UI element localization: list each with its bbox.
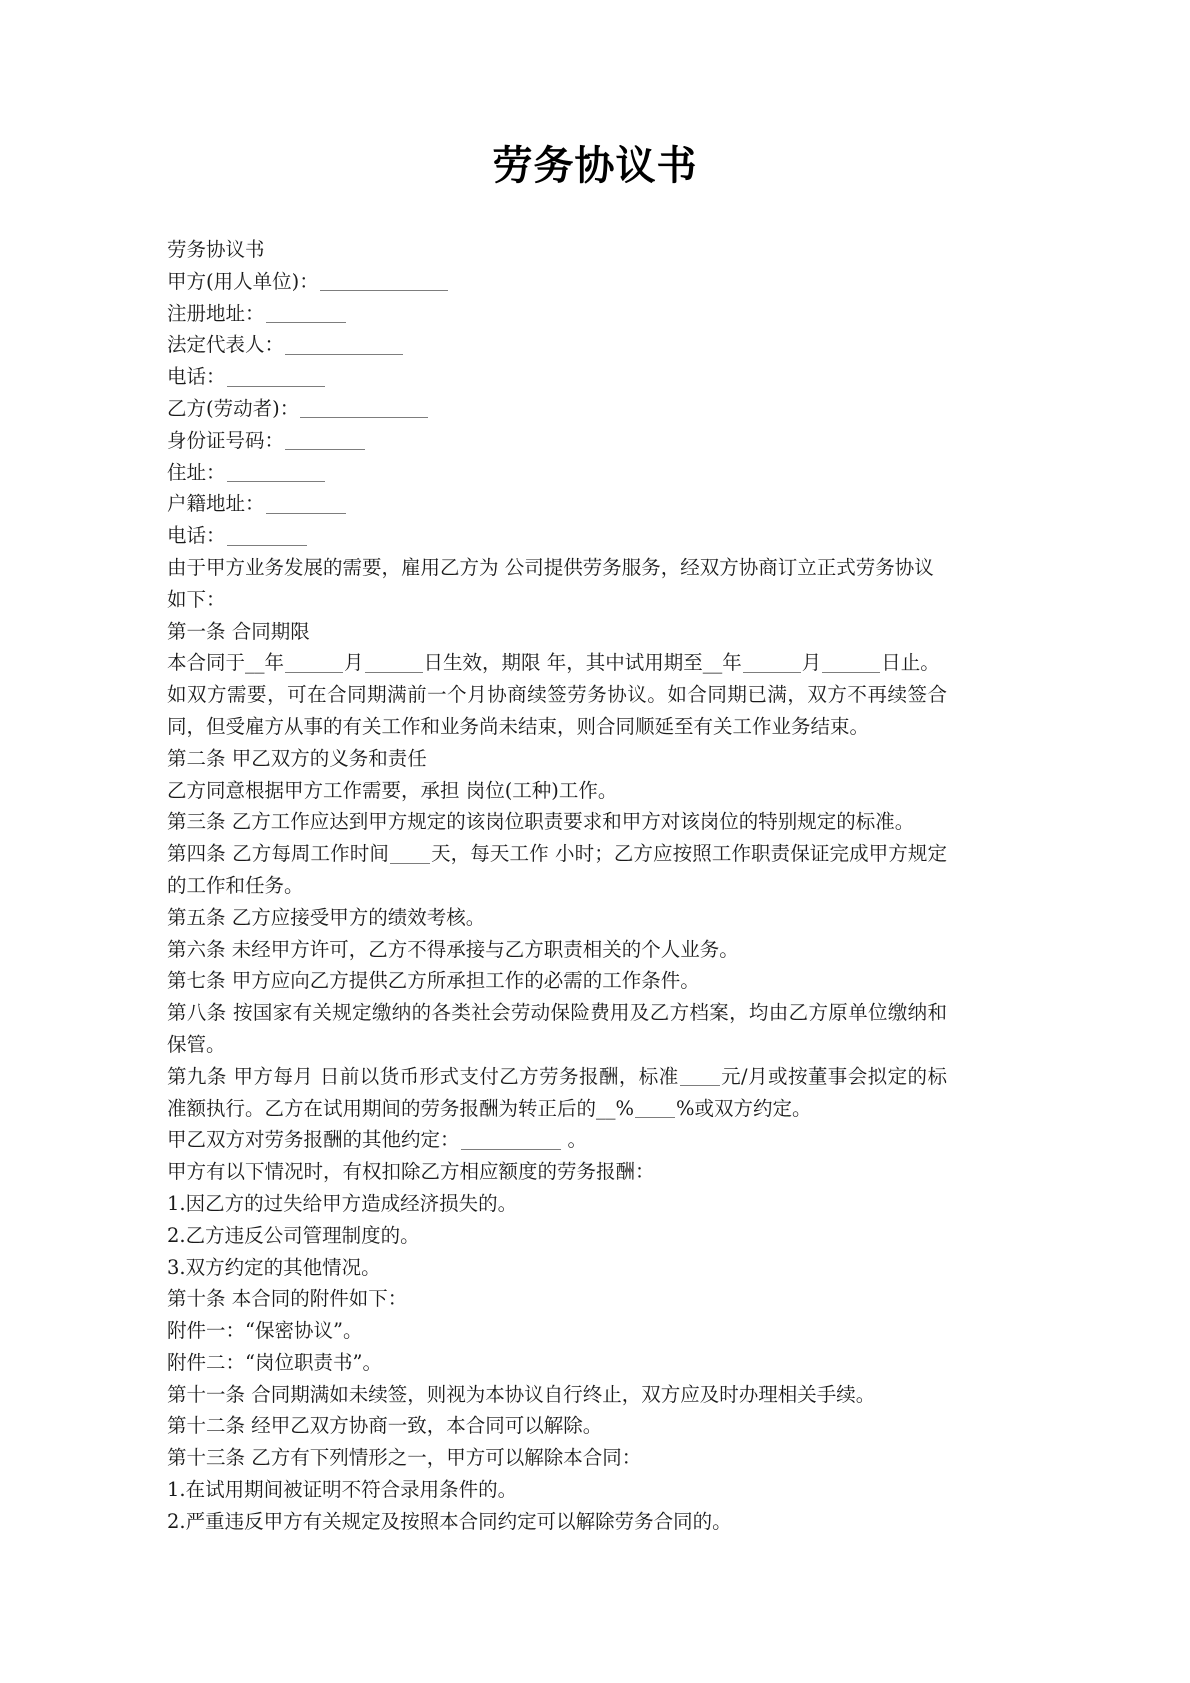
deduction-item-1: 1.因乙方的过失给甲方造成经济损失的。 (167, 1191, 518, 1215)
other-pay-agreement-label: 甲乙双方对劳务报酬的其他约定： (167, 1128, 460, 1152)
field-party-a-phone-label: 电话： (167, 365, 226, 389)
clause-9 (167, 1061, 947, 1125)
clause-5: 第五条 乙方应接受甲方的绩效考核。 (167, 905, 486, 929)
clause-4 (167, 838, 947, 902)
clause-13-item-1: 1.在试用期间被证明不符合录用条件的。 (167, 1478, 518, 1502)
clause-1-renewal: 如双方需要，可在合同期满前一个月协商续签劳务协议。如合同期已满，双方不再续签合同，但受雇方从事的有关工作和业务尚未结束，则合同顺延至有关工作业务结束。 (167, 683, 947, 738)
clause-9-text-b: 元/月或按董事会拟定的标准额执行。乙方在试用期间的劳务报酬为转正后的__% (167, 1064, 947, 1120)
annex-item-1: 附件一：“保密协议”。 (167, 1319, 363, 1343)
clause-8: 第八条 按国家有关规定缴纳的各类社会劳动保险费用及乙方档案，均由乙方原单位缴纳和保管。 (167, 1001, 947, 1056)
field-party-b-blank[interactable] (300, 398, 428, 419)
field-party-b-label: 乙方(劳动者)： (167, 396, 300, 420)
field-address-label: 住址： (167, 460, 226, 484)
field-household-address-label: 户籍地址： (167, 492, 265, 516)
field-legal-representative (167, 329, 947, 361)
clause-1-text-d: 月 (801, 651, 822, 675)
field-household-address-blank[interactable] (266, 493, 346, 514)
document-body (167, 234, 947, 1538)
other-pay-agreement-end: 。 (567, 1128, 588, 1152)
page-title: 劳务协议书 (492, 142, 698, 189)
clause-1-month-blank[interactable] (285, 652, 343, 673)
field-party-b-phone (167, 520, 947, 552)
field-party-a-blank[interactable] (320, 271, 448, 292)
clause-1-text-e: 日止。 (881, 651, 940, 675)
clause-9-percent-blank[interactable] (635, 1098, 675, 1119)
deduction-item-3: 3.双方约定的其他情况。 (167, 1255, 381, 1279)
clause-4-text-a: 第四条 乙方每周工作时间 (167, 842, 389, 866)
field-address (167, 457, 947, 489)
field-party-a-label: 甲方(用人单位)： (167, 269, 319, 293)
clause-1-text-c: 日生效，期限 年，其中试用期至__年 (423, 651, 742, 675)
clause-11: 第十一条 合同期满如未续签，则视为本协议自行终止，双方应及时办理相关手续。 (167, 1382, 876, 1406)
clause-1-title: 第一条 合同期限 (167, 619, 310, 643)
field-party-b-phone-blank[interactable] (227, 525, 307, 546)
field-id-number (167, 425, 947, 457)
field-party-a (167, 266, 947, 298)
field-registered-address-label: 注册地址： (167, 301, 265, 325)
field-legal-representative-label: 法定代表人： (167, 333, 285, 357)
field-party-b (167, 393, 947, 425)
clause-10-title: 第十条 本合同的附件如下： (167, 1287, 408, 1311)
other-pay-agreement (167, 1124, 947, 1156)
field-household-address (167, 488, 947, 520)
clause-4-text-b: 天，每天工作 小时；乙方应按照工作职责保证完成甲方规定的工作和任务。 (167, 842, 948, 897)
clause-1-dates (167, 647, 947, 679)
clause-9-text-a: 第九条 甲方每月 日前以货币形式支付乙方劳务报酬，标准 (167, 1064, 679, 1088)
clause-9-text-c: %或双方约定。 (676, 1096, 812, 1120)
field-id-number-label: 身份证号码： (167, 428, 285, 452)
clause-9-amount-blank[interactable] (680, 1066, 720, 1087)
clause-1-text-a: 本合同于__年 (167, 651, 285, 675)
other-pay-agreement-blank[interactable] (461, 1129, 561, 1150)
clause-1-day-blank[interactable] (365, 652, 423, 673)
field-party-a-phone-blank[interactable] (227, 366, 325, 387)
field-id-number-blank[interactable] (285, 430, 365, 451)
clause-1-probation-month-blank[interactable] (743, 652, 801, 673)
field-registered-address (167, 298, 947, 330)
clause-3: 第三条 乙方工作应达到甲方规定的该岗位职责要求和甲方对该岗位的特别规定的标准。 (167, 810, 915, 834)
field-registered-address-blank[interactable] (266, 303, 346, 324)
preamble-line-2: 如下： (167, 587, 226, 611)
clause-4-days-blank[interactable] (390, 843, 430, 864)
clause-1-text-b: 月 (344, 651, 364, 675)
field-party-b-phone-label: 电话： (167, 524, 226, 548)
clause-7: 第七条 甲方应向乙方提供乙方所承担工作的必需的工作条件。 (167, 969, 700, 993)
clause-1-probation-day-blank[interactable] (822, 652, 880, 673)
clause-6: 第六条 未经甲方许可，乙方不得承接与乙方职责相关的个人业务。 (167, 937, 739, 961)
clause-13-item-2: 2.严重违反甲方有关规定及按照本合同约定可以解除劳务合同的。 (167, 1509, 732, 1533)
field-party-a-phone (167, 361, 947, 393)
heading-repeat: 劳务协议书 (167, 238, 265, 261)
clause-2-title: 第二条 甲乙双方的义务和责任 (167, 746, 427, 770)
deduction-item-2: 2.乙方违反公司管理制度的。 (167, 1223, 420, 1247)
clause-13-title: 第十三条 乙方有下列情形之一，甲方可以解除本合同： (167, 1446, 642, 1470)
field-legal-representative-blank[interactable] (285, 334, 403, 355)
deduction-intro: 甲方有以下情况时，有权扣除乙方相应额度的劳务报酬： (167, 1160, 655, 1184)
clause-12: 第十二条 经甲乙双方协商一致，本合同可以解除。 (167, 1414, 603, 1438)
annex-item-2: 附件二：“岗位职责书”。 (167, 1350, 382, 1374)
preamble-line-1: 由于甲方业务发展的需要，雇用乙方为 公司提供劳务服务，经双方协商订立正式劳务协议 (167, 555, 934, 579)
field-address-blank[interactable] (227, 462, 325, 483)
clause-2-body: 乙方同意根据甲方工作需要，承担 岗位(工种)工作。 (167, 778, 618, 802)
